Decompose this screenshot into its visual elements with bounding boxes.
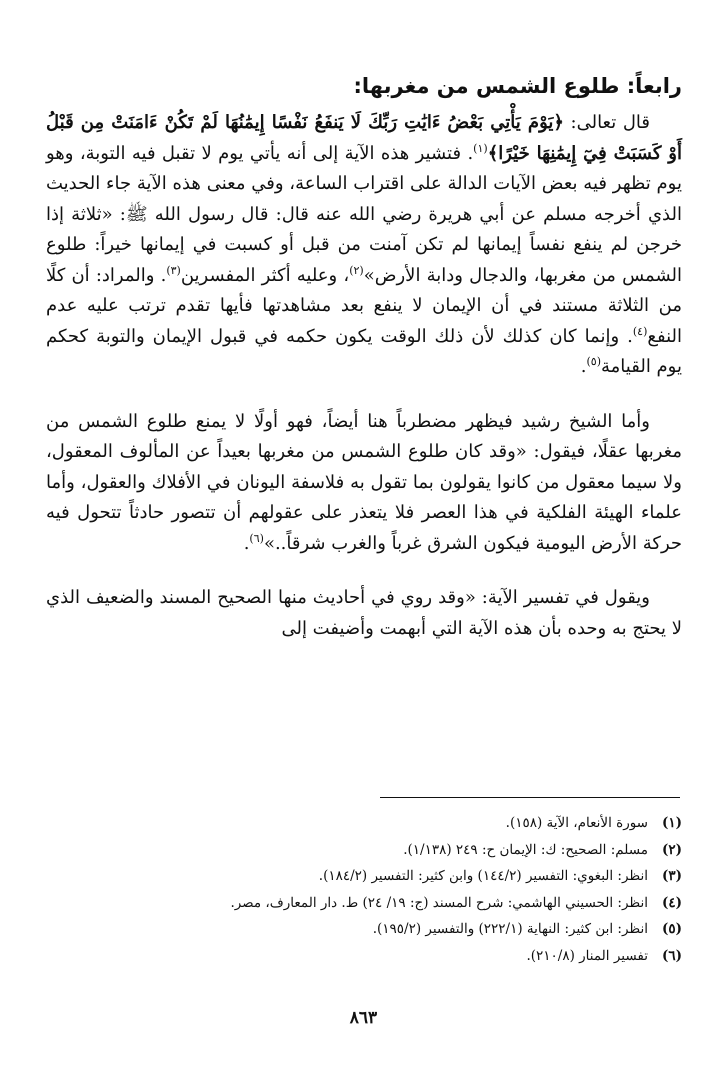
text-run: . — [243, 532, 250, 554]
footnote-text: سورة الأنعام، الآية (١٥٨). — [505, 815, 648, 831]
footnote-text: انظر: البغوي: التفسير (١٤٤/٢) وابن كثير: التفسير (١٨٤/٢). — [318, 868, 648, 884]
footnote-text: انظر: الحسيني الهاشمي: شرح المسند (ج: ١٩/ ٢٤) ط. دار المعارف، مصر. — [230, 894, 648, 911]
quran-verse: ﴿يَوْمَ يَأْتِي بَعْضُ ءَايَٰتِ رَبِّكَ لَا يَنفَعُ نَفْسًا إِيمَٰنُهَا لَمْ تَكُنْ ءَامَنَتْ مِن قَبْلُ أَوْ كَسَبَتْ فِيٓ إِيمَٰنِهَا خَيْرًا﴾ — [46, 112, 682, 164]
footnote-number: (٤) — [661, 894, 682, 911]
text-run: . والمراد: أن كلًا من الثلاثة مستند في أن الإيمان لا ينفع بعد مشاهدتها فأيها تقدم ترتب عليه عدم النفع — [46, 264, 682, 347]
footnote-ref: (٢) — [349, 263, 364, 277]
footnote-number: (٣) — [661, 868, 682, 884]
footnote-item — [46, 810, 682, 837]
footnote-text: مسلم: الصحيح: ك: الإيمان ح: ٢٤٩ (١/١٣٨). — [403, 841, 648, 858]
text-run: . — [580, 356, 587, 377]
footnote-text: انظر: ابن كثير: النهاية (٢٢٢/١) والتفسير (١٩٥/٢). — [372, 921, 648, 937]
footnote-number: (٦) — [661, 947, 682, 964]
footnote-separator — [380, 797, 680, 798]
footnote-ref: (١) — [473, 141, 488, 155]
footnote-ref: (٥) — [586, 355, 602, 368]
text-run: قال تعالى: — [563, 112, 650, 133]
footnote-number: (١) — [661, 815, 682, 831]
page-number: ٨٦٣ — [349, 1008, 378, 1028]
text-run: وأما الشيخ رشيد فيظهر مضطرباً هنا أيضاً، فهو أولًا لا يمنع طلوع الشمس من مغربها عقلًا، فيقول: «وقد كان طلوع الشمس من مغربها بعيداً عن المألوف المعقول، ولا سيما معقول من كانوا يقولون بما تقول به فلاسفة اليونان في الأفلاك والعقول، وأما علماء الهيئة الفلكية في هذا العصر فلا يتعذر على عقولهم أن تتصور حادثاً تتحول فيه حركة الأرض اليومية فيكون الشرق غرباً والغرب شرقاً..» — [46, 410, 682, 554]
body-text — [46, 108, 682, 644]
footnote-item — [46, 943, 682, 970]
paragraph — [46, 108, 682, 383]
section-heading: رابعاً: طلوع الشمس من مغربها: — [353, 74, 682, 98]
footnote-item — [46, 890, 682, 917]
text-run: ويقول في تفسير الآية: «وقد روي في أحاديث منها الصحيح المسند والضعيف الذي لا يحتج به وحده بأن هذه الآية التي أبهمت وأضيفت إلى — [46, 587, 682, 639]
footnote-number: (٢) — [661, 841, 682, 858]
text-run: . وإنما كان كذلك لأن ذلك الوقت يكون حكمه في قبول الإيمان والتوبة كحكم يوم القيامة — [46, 325, 682, 377]
footnotes — [46, 810, 682, 969]
text-run: ، وعليه أكثر المفسرين — [180, 264, 350, 286]
footnote-text: تفسير المنار (٢١٠/٨). — [526, 947, 648, 964]
footnote-item — [46, 916, 682, 943]
footnote-number: (٥) — [661, 921, 682, 937]
footnote-item — [46, 837, 682, 864]
text-run: . فتشير هذه الآية إلى أنه يأتي يوم لا تقبل فيه التوبة، وهو يوم تظهر فيه بعض الآيات الدالة على اقتراب الساعة، وفي معنى هذه الآية جاء الحديث الذي أخرجه مسلم عن أبي هريرة رضي الله عنه قال: قال رسول الله ﷺ: «ثلاثة إذا خرجن لم ينفع نفساً إيمانها لم تكن آمنت من قبل أو كسبت في إيمانها خيراً: طلوع الشمس من مغربها، والدجال ودابة الأرض» — [46, 142, 682, 286]
page-body — [46, 70, 682, 644]
paragraph — [46, 583, 682, 644]
footnote-ref: (٤) — [632, 324, 648, 338]
footnote-item — [46, 863, 682, 890]
footnote-ref: (٦) — [249, 531, 264, 545]
paragraph — [46, 407, 682, 560]
footnote-ref: (٣) — [166, 263, 181, 277]
